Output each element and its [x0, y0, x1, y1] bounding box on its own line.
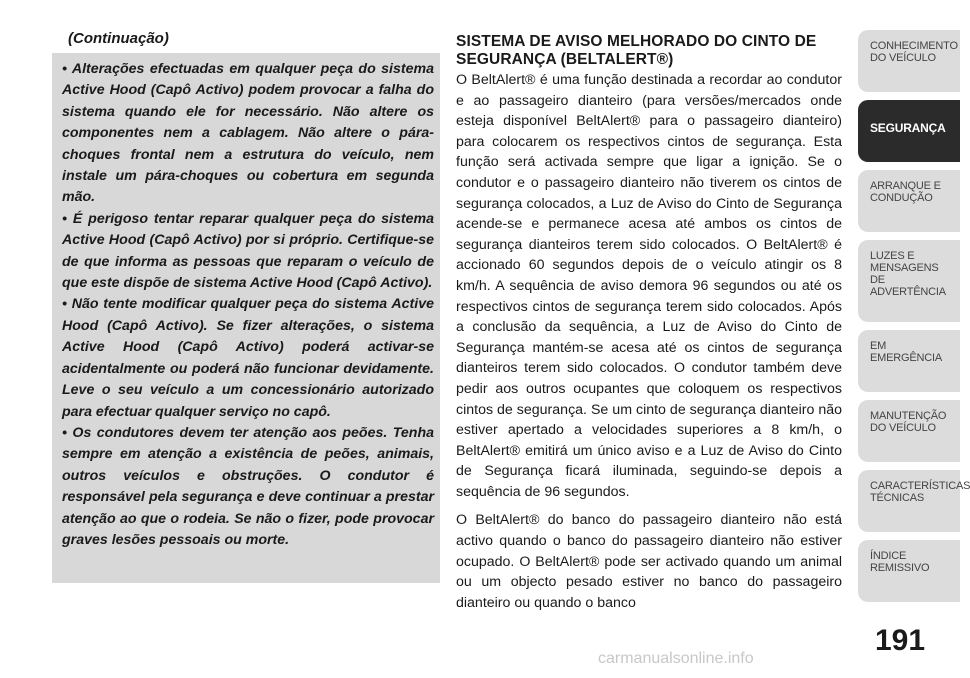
tab-manutencao-do-veiculo[interactable]: MANUTENÇÃO DO VEÍCULO: [858, 400, 960, 462]
warning-item: • Os condutores devem ter atenção aos peões. Tenha sempre em atenção a existência de peões, animais, outros veículos e obstruções. O condutor é responsável pela segurança e deve continuar a prestar atenção ao que o rodeia. Se não o fizer, pode provocar graves lesões pessoais ou morte.: [62, 424, 434, 548]
tab-em-emergencia[interactable]: EM EMERGÊNCIA: [858, 330, 960, 392]
page-number: 191: [874, 624, 926, 657]
tab-seguranca[interactable]: SEGURANÇA: [858, 100, 960, 162]
tab-luzes-e-mensagens[interactable]: LUZES E MENSAGENS DE ADVERTÊNCIA: [858, 240, 960, 322]
main-text-column: [456, 33, 842, 621]
warning-box: [52, 53, 440, 583]
tab-caracteristicas-tecnicas[interactable]: CARACTERÍSTICAS TÉCNICAS: [858, 470, 960, 532]
watermark: carmanualsonline.info: [598, 650, 754, 667]
chapter-sidebar: [858, 30, 970, 610]
tab-arranque-e-conducao[interactable]: ARRANQUE E CONDUÇÃO: [858, 170, 960, 232]
tab-indice-remissivo[interactable]: ÍNDICE REMISSIVO: [858, 540, 960, 602]
warning-item: • Não tente modificar qualquer peça do sistema Active Hood (Capô Activo). Se fizer alterações, o sistema Active Hood (Capô Activo) poderá activar-se acidentalmente ou poderá não funcionar devidamente. Leve o seu veículo a um concessionário autorizado para efectuar qualquer serviço no capô.: [62, 296, 434, 420]
tab-conhecimento-do-veiculo[interactable]: CONHECIMENTO DO VEÍCULO: [858, 30, 960, 92]
paragraph: O BeltAlert® do banco do passageiro dianteiro não está activo quando o banco do passageiro dianteiro não estiver ocupado. O BeltAlert® pode ser activado quando um animal ou um objecto pesado estiver no banco do passageiro dianteiro ou quando o banco: [456, 512, 842, 611]
paragraph: O BeltAlert® é uma função destinada a recordar ao condutor e ao passageiro dianteiro (para versões/mercados onde esteja disponível BeltAlert® para o passageiro dianteiro) para colocarem os respectivos cintos de segurança. Esta função será activada sempre que ligar a ignição. Se o condutor e o passageiro dianteiro não tiverem os cintos de segurança colocados, a Luz de Aviso do Cinto de Segurança acende-se e permanece acesa até ambos os cintos de segurança dianteiros terem sido colocados. O BeltAlert® é accionado 60 segundos depois de o veículo atingir os 8 km/h. A sequência de aviso demora 96 segundos ou até os respectivos cintos de segurança terem sido colocados. Após a conclusão da sequência, a Luz de Aviso do Cinto de Segurança mantém-se acesa até os cintos de segurança dianteiros terem sido colocados. O condutor também deve pedir aos outros ocupantes que coloquem os respectivos cintos de segurança. Se um cinto de segurança dianteiro não estiver apertado a velocidades superiores a 8 km/h, o BeltAlert® emitirá um único aviso e a Luz de Aviso do Cinto de Segurança ficará iluminada, seguindo-se depois a sequência de 96 segundos.: [456, 72, 842, 500]
warning-item: • Alterações efectuadas em qualquer peça do sistema Active Hood (Capô Activo) podem provocar a falha do sistema quando ele for necessário. Não altere os componentes nem a cablagem. Não altere o pára-choques frontal nem a estrutura do veículo, nem instale um pára-choques ou cobertura em segunda mão.: [62, 61, 434, 206]
warning-item: • É perigoso tentar reparar qualquer peça do sistema Active Hood (Capô Activo) por si próprio. Certifique-se de que informa as pessoas que reparam o veículo de que este dispõe de sistema Active Hood (Capô Activo).: [62, 210, 434, 292]
continuation-label: (Continuação): [68, 30, 169, 47]
section-title: SISTEMA DE AVISO MELHORADO DO CINTO DE SEGURANÇA (BELTALERT®): [456, 33, 817, 68]
